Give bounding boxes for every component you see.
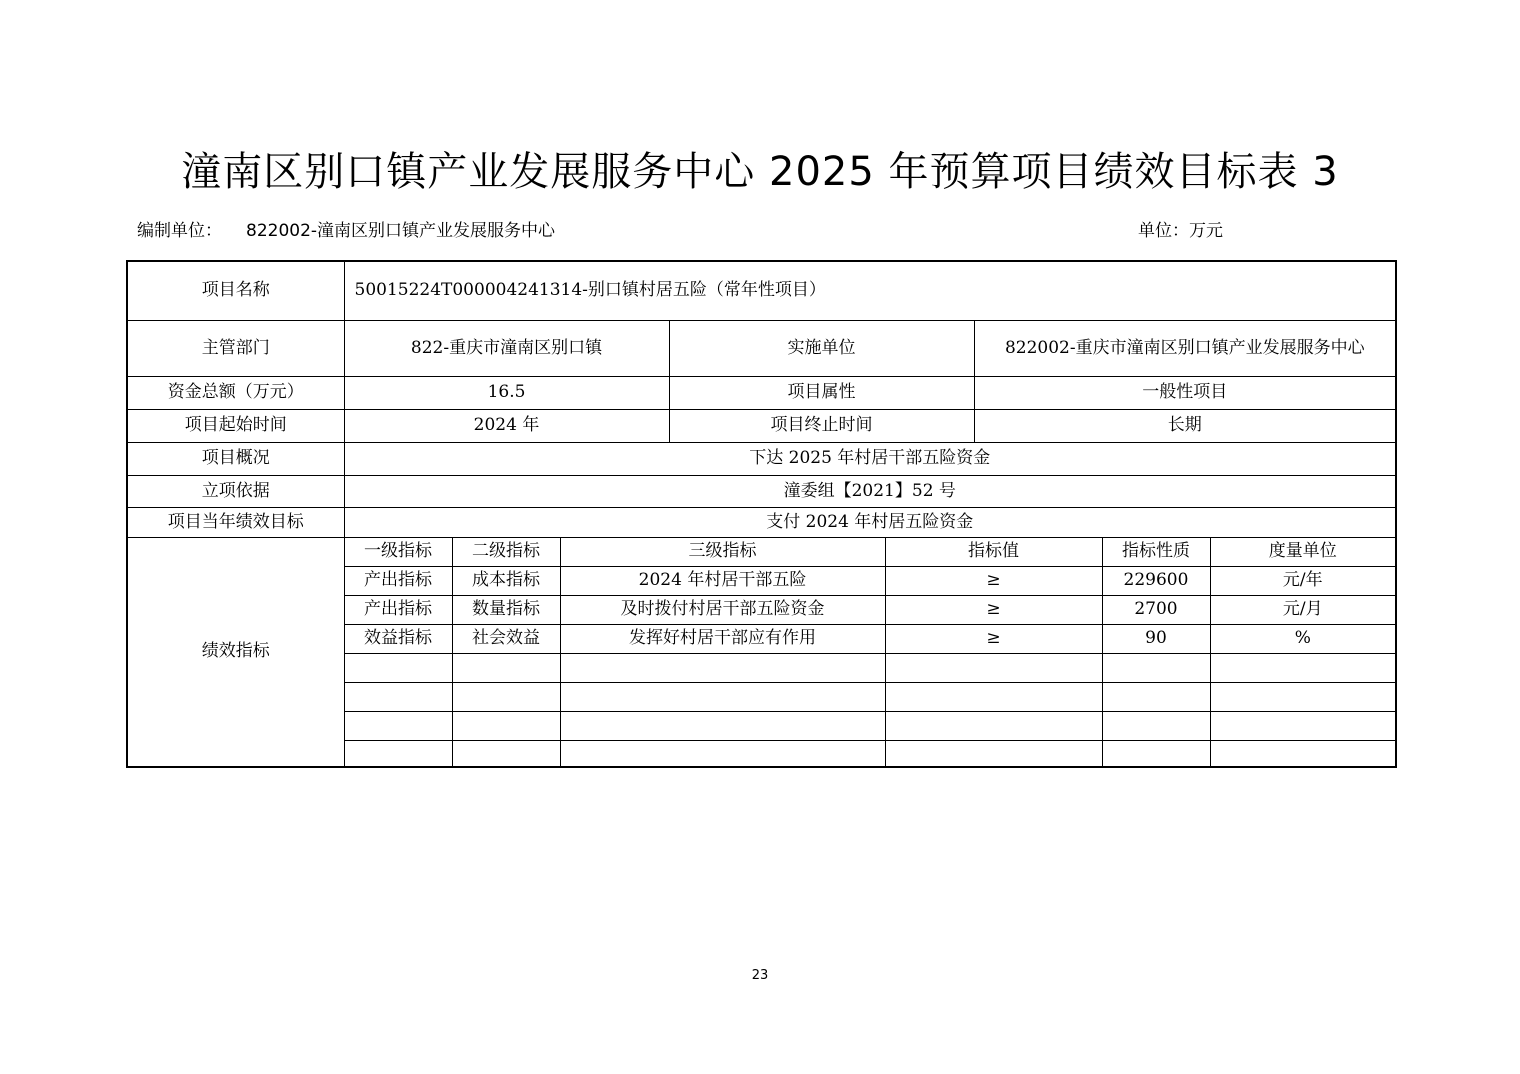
empty-cell: [1102, 682, 1210, 711]
indicator-l3: 发挥好村居干部应有作用: [560, 624, 885, 653]
empty-cell: [1102, 653, 1210, 682]
page-title: 潼南区别口镇产业发展服务中心 2025 年预算项目绩效目标表 3: [181, 149, 1339, 195]
row-goal: [127, 507, 1396, 537]
basis-label: 立项依据: [127, 475, 344, 507]
header-l2: 二级指标: [452, 537, 560, 566]
row-basis: [127, 475, 1396, 507]
indicator-unit: 元/月: [1210, 595, 1396, 624]
indicator-l1: 效益指标: [344, 624, 452, 653]
end-label: 项目终止时间: [669, 409, 974, 442]
fund-value: 16.5: [344, 376, 669, 409]
empty-cell: [885, 711, 1102, 740]
indicator-l1: 产出指标: [344, 566, 452, 595]
empty-cell: [1210, 740, 1396, 767]
row-overview: [127, 442, 1396, 475]
indicator-l1: 产出指标: [344, 595, 452, 624]
indicator-unit: 元/年: [1210, 566, 1396, 595]
performance-table: [126, 260, 1397, 768]
indicator-value: 2700: [1102, 595, 1210, 624]
empty-cell: [452, 653, 560, 682]
goal-label: 项目当年绩效目标: [127, 507, 344, 537]
empty-cell: [1210, 653, 1396, 682]
attr-label: 项目属性: [669, 376, 974, 409]
goal-value: 支付 2024 年村居五险资金: [344, 507, 1396, 537]
header-unit: 度量单位: [1210, 537, 1396, 566]
empty-cell: [344, 711, 452, 740]
empty-cell: [1102, 740, 1210, 767]
indicator-l3: 2024 年村居干部五险: [560, 566, 885, 595]
empty-cell: [885, 740, 1102, 767]
empty-cell: [560, 682, 885, 711]
empty-cell: [344, 740, 452, 767]
empty-cell: [885, 653, 1102, 682]
indicator-value: 90: [1102, 624, 1210, 653]
indicators-section-label: 绩效指标: [127, 537, 344, 767]
empty-cell: [885, 682, 1102, 711]
compiling-unit: [137, 216, 555, 241]
currency-unit: 单位：万元: [1138, 221, 1223, 241]
indicator-value: 229600: [1102, 566, 1210, 595]
compiling-unit-label: 编制单位：: [137, 221, 222, 241]
indicator-l3: 及时拨付村居干部五险资金: [560, 595, 885, 624]
fund-label: 资金总额（万元）: [127, 376, 344, 409]
empty-cell: [344, 653, 452, 682]
indicator-l2: 成本指标: [452, 566, 560, 595]
dept-value: 822-重庆市潼南区别口镇: [344, 320, 669, 376]
attr-value: 一般性项目: [974, 376, 1396, 409]
empty-cell: [452, 740, 560, 767]
indicator-operator: ≥: [885, 566, 1102, 595]
overview-value: 下达 2025 年村居干部五险资金: [344, 442, 1396, 475]
compiling-unit-value: 822002-潼南区别口镇产业发展服务中心: [246, 221, 556, 241]
start-label: 项目起始时间: [127, 409, 344, 442]
page-number: 23: [751, 968, 769, 983]
indicator-header-row: [127, 537, 1396, 566]
project-name-value: 50015224T000004241314-别口镇村居五险（常年性项目）: [344, 261, 1396, 320]
indicator-operator: ≥: [885, 595, 1102, 624]
row-project-name: [127, 261, 1396, 320]
project-name-label: 项目名称: [127, 261, 344, 320]
overview-label: 项目概况: [127, 442, 344, 475]
row-department: [127, 320, 1396, 376]
row-fund: [127, 376, 1396, 409]
indicator-l2: 数量指标: [452, 595, 560, 624]
empty-cell: [1102, 711, 1210, 740]
header-l1: 一级指标: [344, 537, 452, 566]
empty-cell: [452, 682, 560, 711]
start-value: 2024 年: [344, 409, 669, 442]
empty-cell: [344, 682, 452, 711]
indicator-operator: ≥: [885, 624, 1102, 653]
dept-label: 主管部门: [127, 320, 344, 376]
empty-cell: [560, 653, 885, 682]
header-nature: 指标性质: [1102, 537, 1210, 566]
empty-cell: [1210, 711, 1396, 740]
empty-cell: [560, 740, 885, 767]
basis-value: 潼委组【2021】52 号: [344, 475, 1396, 507]
header-value: 指标值: [885, 537, 1102, 566]
header-l3: 三级指标: [560, 537, 885, 566]
impl-value: 822002-重庆市潼南区别口镇产业发展服务中心: [974, 320, 1396, 376]
empty-cell: [1210, 682, 1396, 711]
impl-label: 实施单位: [669, 320, 974, 376]
indicator-unit: %: [1210, 624, 1396, 653]
indicator-l2: 社会效益: [452, 624, 560, 653]
empty-cell: [560, 711, 885, 740]
empty-cell: [452, 711, 560, 740]
end-value: 长期: [974, 409, 1396, 442]
row-time: [127, 409, 1396, 442]
